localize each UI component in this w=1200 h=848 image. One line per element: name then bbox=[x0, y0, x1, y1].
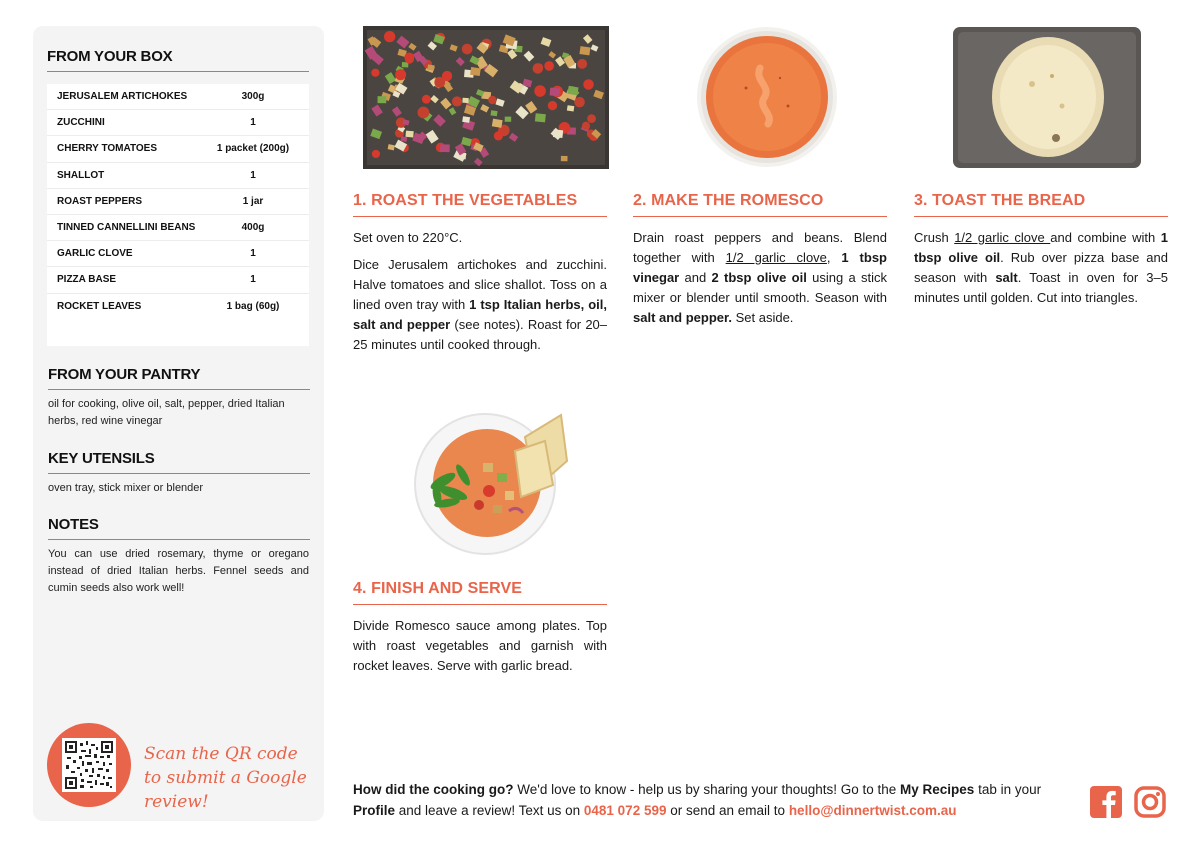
vegetable-piece bbox=[372, 150, 380, 158]
ingredient-row bbox=[47, 294, 309, 320]
ingredient-name: ROCKET LEAVES bbox=[57, 301, 142, 313]
text-run: 1 tsp Italian herbs, oil, salt and pepper bbox=[353, 296, 607, 332]
heading-divider bbox=[47, 71, 309, 72]
step-3-para-1 bbox=[914, 228, 1168, 308]
step-divider bbox=[353, 604, 607, 605]
step-4-text bbox=[353, 616, 607, 683]
box-ingredients-table bbox=[47, 84, 309, 346]
ingredient-name: GARLIC CLOVE bbox=[57, 248, 133, 260]
romesco-bowl-photo bbox=[696, 26, 838, 169]
vegetable-piece bbox=[488, 96, 496, 104]
vegetable-piece bbox=[544, 61, 554, 71]
step-2-title: 2. MAKE THE ROMESCO bbox=[633, 192, 824, 209]
phone-number-link[interactable]: 0481 072 599 bbox=[583, 803, 667, 818]
ingredient-row bbox=[47, 267, 309, 293]
finished-dish-photo bbox=[413, 411, 569, 556]
heading-divider bbox=[48, 539, 310, 540]
ingredient-qty: 1 bbox=[250, 169, 256, 181]
notes-text: You can use dried rosemary, thyme or oregano instead of dried Italian herbs. Fennel seeds and cumin seeds also work well! bbox=[48, 548, 309, 594]
vegetable-piece bbox=[470, 67, 481, 76]
vegetable-piece bbox=[490, 110, 497, 116]
vegetable-piece bbox=[534, 85, 546, 97]
heading-divider bbox=[48, 389, 310, 390]
vegetable-piece bbox=[422, 95, 431, 104]
ingredient-qty: 300g bbox=[241, 91, 265, 103]
vegetable-piece bbox=[405, 131, 413, 138]
ingredient-qty: 1 bbox=[250, 274, 256, 286]
ingredient-name: ROAST PEPPERS bbox=[57, 195, 143, 207]
text-run: (see notes). Roast for 20–25 minutes until cooked through. bbox=[353, 316, 608, 352]
text-run: 1 tbsp vinegar bbox=[633, 250, 887, 285]
ingredient-row bbox=[47, 215, 309, 241]
vegetable-piece bbox=[550, 88, 560, 97]
ingredient-qty: 1 bag (60g) bbox=[226, 301, 280, 313]
vegetable-piece bbox=[567, 105, 574, 111]
text-run: . Rub over pizza base and season with bbox=[914, 250, 1168, 285]
ingredient-name: JERUSALEM ARTICHOKES bbox=[57, 91, 188, 103]
step-4-title: 4. FINISH AND SERVE bbox=[353, 580, 523, 597]
qr-caption: Scan the QR code to submit a Google review! bbox=[144, 744, 307, 812]
vegetable-piece bbox=[395, 69, 406, 80]
qr-badge bbox=[47, 723, 131, 807]
vegetable-piece bbox=[579, 46, 590, 55]
vegetable-piece bbox=[533, 63, 544, 74]
ingredient-name: ZUCCHINI bbox=[57, 117, 105, 129]
step-1-title: 1. ROAST THE VEGETABLES bbox=[353, 192, 578, 209]
text-run: and combine with bbox=[1050, 230, 1161, 245]
vegetable-piece bbox=[587, 114, 596, 123]
ingredient-row bbox=[47, 84, 309, 110]
text-run: 1/2 garlic clove bbox=[954, 230, 1051, 245]
vegetable-piece bbox=[548, 101, 557, 110]
heading-divider bbox=[48, 473, 310, 474]
vegetable-piece bbox=[553, 129, 563, 138]
text-run: Crush bbox=[914, 230, 955, 245]
text-run: salt and pepper. bbox=[633, 310, 732, 325]
ingredient-row bbox=[47, 189, 309, 215]
ingredient-qty: 1 packet (200g) bbox=[216, 143, 290, 155]
vegetable-piece bbox=[434, 77, 445, 88]
vegetable-piece bbox=[535, 113, 546, 122]
ingredient-qty: 400g bbox=[241, 222, 265, 234]
utensils-text: oven tray, stick mixer or blender bbox=[48, 482, 204, 494]
vegetable-piece bbox=[462, 98, 468, 103]
vegetable-piece bbox=[462, 116, 470, 123]
step-4-para-1: Divide Romesco sauce among plates. Top with roast vegetables and garnish with rocket leaves. Serve with garlic bread. bbox=[353, 618, 607, 673]
text-run: and bbox=[679, 270, 712, 285]
step-1-text bbox=[353, 228, 607, 361]
vegetable-piece bbox=[418, 107, 430, 119]
my-recipes-tab-link[interactable]: My Recipes bbox=[900, 782, 975, 797]
step-2-para-1 bbox=[633, 228, 887, 328]
step-3-text bbox=[914, 228, 1168, 315]
ingredient-row bbox=[47, 110, 309, 136]
text-run: 1 tbsp olive oil bbox=[914, 230, 1168, 265]
text-run: using a stick mixer or blender until smooth. Season with bbox=[633, 270, 887, 305]
vegetable-piece bbox=[561, 156, 568, 161]
profile-link[interactable]: Profile bbox=[353, 803, 396, 818]
vegetable-piece bbox=[582, 122, 590, 130]
ingredient-qty: 1 jar bbox=[242, 195, 264, 207]
footer-text-3: and leave a review! Text us on bbox=[395, 803, 584, 818]
step-1-para-1: Set oven to 220°C. bbox=[353, 230, 463, 245]
toasted-bread-photo bbox=[952, 26, 1142, 169]
text-run: . Toast in oven for 3–5 minutes until golden. Cut into triangles. bbox=[914, 270, 1168, 305]
vegetable-piece bbox=[377, 96, 386, 103]
email-link[interactable]: hello@dinnertwist.com.au bbox=[788, 803, 957, 818]
vegetable-piece bbox=[371, 69, 379, 77]
pantry-text: oil for cooking, olive oil, salt, pepper, dried Italian herbs, red wine vinegar bbox=[48, 398, 285, 427]
text-run: 2 tbsp olive oil bbox=[711, 270, 807, 285]
footer-text-1: We'd love to know - help us by sharing your thoughts! Go to the bbox=[513, 782, 901, 797]
ingredient-qty: 1 bbox=[250, 117, 256, 129]
ingredients-sidebar bbox=[33, 26, 324, 821]
text-run: salt bbox=[995, 270, 1018, 285]
pantry-heading: FROM YOUR PANTRY bbox=[48, 366, 201, 383]
feedback-footer bbox=[353, 779, 1083, 821]
step-divider bbox=[914, 216, 1168, 217]
text-run: Dice Jerusalem artichokes and zucchini. Halve tomatoes and slice shallot. Toss on a lined oven tray with bbox=[353, 256, 607, 312]
step-1-para-2 bbox=[353, 255, 607, 355]
vegetable-piece bbox=[583, 79, 594, 90]
vegetable-piece bbox=[440, 144, 450, 152]
vegetable-piece bbox=[462, 44, 473, 55]
step-3-title: 3. TOAST THE BREAD bbox=[914, 192, 1086, 209]
footer-text-2: tab in your bbox=[974, 782, 1042, 797]
vegetable-piece bbox=[492, 119, 503, 128]
footer-text-4: or send an email to bbox=[666, 803, 789, 818]
ingredient-name: SHALLOT bbox=[57, 169, 105, 181]
roast-vegetables-photo bbox=[363, 26, 609, 169]
text-run: , bbox=[826, 250, 842, 265]
vegetable-piece bbox=[452, 96, 462, 106]
ingredient-name: CHERRY TOMATOES bbox=[57, 143, 158, 155]
instagram-icon[interactable] bbox=[1134, 786, 1166, 818]
vegetable-piece bbox=[494, 131, 503, 140]
vegetable-piece bbox=[574, 97, 585, 108]
from-box-heading: FROM YOUR BOX bbox=[47, 48, 173, 65]
step-divider bbox=[353, 216, 607, 217]
ingredient-row bbox=[47, 241, 309, 267]
text-run: Drain roast peppers and beans. Blend together with bbox=[633, 230, 887, 265]
vegetable-piece bbox=[384, 31, 395, 42]
notes-heading: NOTES bbox=[48, 516, 99, 533]
ingredient-name: TINNED CANNELLINI BEANS bbox=[57, 222, 196, 234]
ingredient-row bbox=[47, 136, 309, 162]
qr-code-icon[interactable] bbox=[62, 738, 116, 792]
vegetable-piece bbox=[577, 59, 587, 69]
ingredient-name: PIZZA BASE bbox=[57, 274, 117, 286]
footer-question: How did the cooking go? bbox=[353, 782, 514, 797]
facebook-icon[interactable] bbox=[1090, 786, 1122, 818]
text-run: 1/2 garlic clove bbox=[725, 250, 827, 265]
ingredient-qty: 1 bbox=[250, 248, 256, 260]
utensils-heading: KEY UTENSILS bbox=[48, 450, 155, 467]
ingredient-row bbox=[47, 163, 309, 189]
vegetable-piece bbox=[505, 117, 511, 122]
vegetable-piece bbox=[404, 52, 414, 62]
step-divider bbox=[633, 216, 887, 217]
step-2-text bbox=[633, 228, 887, 335]
vegetable-piece bbox=[427, 64, 435, 70]
text-run: Set aside. bbox=[731, 310, 794, 325]
vegetable-piece bbox=[567, 86, 578, 96]
